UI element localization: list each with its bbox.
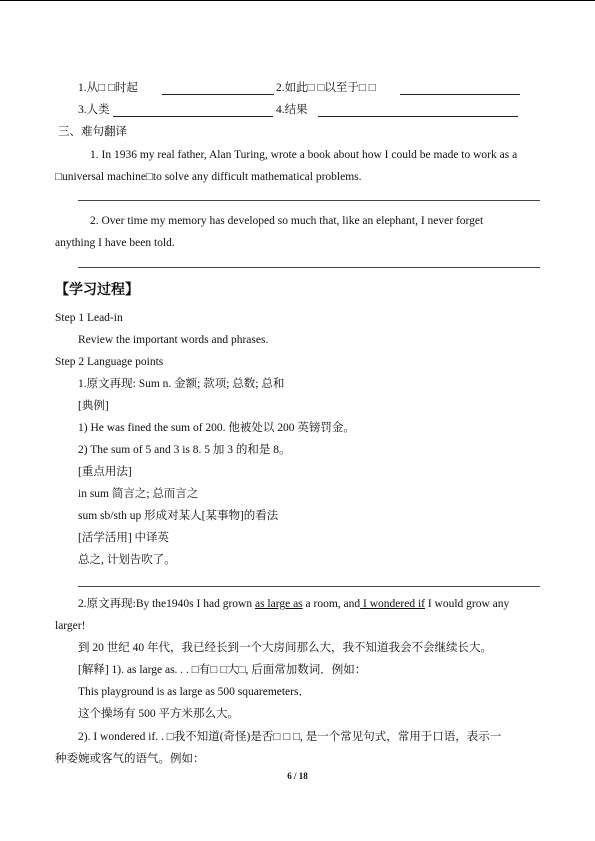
sentence-2-line-1: 2. Over time my memory has developed so much that, like an elephant, I never forget bbox=[90, 215, 484, 227]
vocab-item-2: 2.如此□ □以至于□ □ bbox=[276, 82, 376, 94]
explanation-2-line-2: 种委婉或客气的语气。例如： bbox=[55, 753, 205, 765]
answer-line-3[interactable] bbox=[78, 586, 540, 587]
point-2-chinese: 到 20 世纪 40 年代，我已经长到一个大房间那么大，我不知道我会不会继续长大。 bbox=[78, 642, 492, 654]
section-title: 【学习过程】 bbox=[55, 282, 139, 298]
usage-1: in sum 简言之; 总而言之 bbox=[78, 488, 199, 500]
vocab-blank-2[interactable] bbox=[400, 94, 520, 95]
explanation-1-example: This playground is as large as 500 squaremeters． bbox=[78, 686, 310, 698]
sentence-2-line-2: anything I have been told. bbox=[55, 237, 175, 249]
practice-tag: [活学活用] 中译英 bbox=[78, 532, 170, 544]
answer-line-2[interactable] bbox=[78, 267, 540, 268]
example-1: 1) He was fined the sum of 200. 他被处以 200 英镑罚金。 bbox=[78, 422, 355, 434]
vocab-blank-4[interactable] bbox=[318, 116, 518, 117]
usage-2: sum sb/sth up 形成对某人[某事物]的看法 bbox=[78, 510, 279, 522]
step-1-description: Review the important words and phrases. bbox=[78, 334, 269, 346]
translation-heading: 三、难句翻译 bbox=[58, 126, 127, 138]
vocab-item-1: 1.从□ □时起 bbox=[78, 82, 138, 94]
explanation-2-line-1: 2). I wondered if. . □我不知道(奇怪)是否□ □ □, 是一个常见句式，常用于口语，表示一 bbox=[78, 731, 502, 743]
example-tag: [典例] bbox=[78, 400, 109, 412]
vocab-blank-3[interactable] bbox=[113, 116, 273, 117]
usage-tag: [重点用法] bbox=[78, 466, 132, 478]
step-1-label: Step 1 Lead-in bbox=[55, 312, 123, 324]
vocab-item-3: 3.人类 bbox=[78, 104, 110, 116]
vocab-item-4: 4.结果 bbox=[276, 104, 308, 116]
point-2-text-c: I would grow any bbox=[424, 598, 510, 610]
sentence-1-line-2: □universal machine□to solve any difficult mathematical problems. bbox=[55, 171, 362, 183]
practice-question: 总之, 计划告吹了。 bbox=[78, 554, 176, 566]
underlined-as-large-as: as large as bbox=[254, 598, 303, 610]
answer-line-1[interactable] bbox=[78, 200, 540, 201]
step-2-label: Step 2 Language points bbox=[55, 356, 164, 368]
explanation-1: [解释] 1). as large as. . . □有□ □大□, 后面常加数词．例如： bbox=[78, 664, 367, 676]
sentence-1-line-1: 1. In 1936 my real father, Alan Turing, wrote a book about how I could be made to work as a bbox=[90, 149, 518, 161]
explanation-1-chinese: 这个操场有 500 平方米那么大。 bbox=[78, 708, 239, 720]
page-number: 6 / 18 bbox=[287, 771, 308, 781]
vocab-blank-1[interactable] bbox=[162, 94, 274, 95]
point-2-line-1 bbox=[78, 597, 509, 611]
point-2-line-2: larger! bbox=[55, 620, 86, 632]
example-2: 2) The sum of 5 and 3 is 8. 5 加 3 的和是 8。 bbox=[78, 444, 291, 456]
page-top-rule bbox=[0, 0, 595, 1]
point-1-heading: 1.原文再现: Sum n. 金额; 款项; 总数; 总和 bbox=[78, 378, 285, 390]
underlined-i-wondered-if: I wondered if bbox=[360, 598, 425, 610]
point-2-text-b: a room, and bbox=[302, 598, 361, 610]
point-2-text-a: 2.原文再现:By the1940s I had grown bbox=[78, 598, 255, 610]
